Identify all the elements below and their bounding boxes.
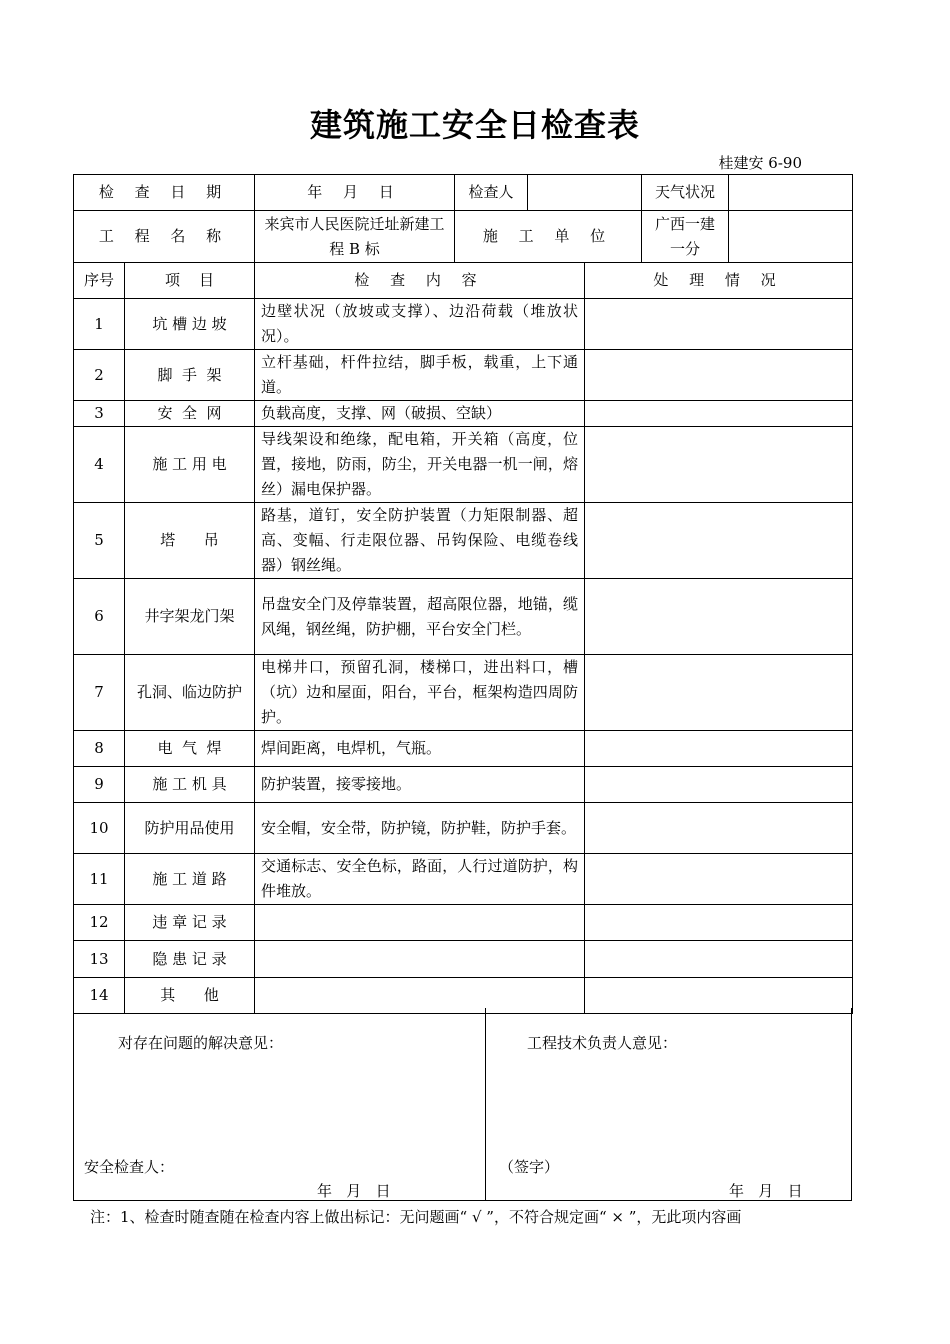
row-no: 13 bbox=[74, 941, 125, 978]
row-handling[interactable] bbox=[585, 854, 853, 905]
row-handling[interactable] bbox=[585, 427, 853, 503]
row-handling[interactable] bbox=[585, 941, 853, 978]
table-row bbox=[74, 299, 853, 350]
row-no: 9 bbox=[74, 767, 125, 803]
form-code: 桂建安 6-90 bbox=[718, 154, 802, 172]
row-no: 4 bbox=[74, 427, 125, 503]
row-item: 施 工 用 电 bbox=[125, 427, 255, 503]
row-content: 电梯井口，预留孔洞，楼梯口，进出料口，槽（坑）边和屋面，阳台，平台，框架构造四周防护。 bbox=[255, 655, 585, 731]
row-item: 脚 手 架 bbox=[125, 350, 255, 401]
project-value[interactable]: 来宾市人民医院迁址新建工程 B 标 bbox=[255, 211, 455, 263]
row-content: 安全帽，安全带，防护镜，防护鞋，防护手套。 bbox=[255, 803, 585, 854]
row-no: 12 bbox=[74, 905, 125, 941]
table-row bbox=[74, 905, 853, 941]
contractor-value[interactable]: 广西一建一分 bbox=[642, 211, 729, 263]
right-date[interactable]: 年 月 日 bbox=[729, 1182, 803, 1200]
row-item: 电 气 焊 bbox=[125, 731, 255, 767]
row-content: 焊间距离，电焊机，气瓶。 bbox=[255, 731, 585, 767]
row-handling[interactable] bbox=[585, 350, 853, 401]
column-header-row bbox=[74, 263, 853, 299]
left-date[interactable]: 年 月 日 bbox=[317, 1182, 391, 1200]
inspector-value[interactable] bbox=[528, 175, 642, 211]
table-row bbox=[74, 427, 853, 503]
contractor-extra[interactable] bbox=[729, 211, 853, 263]
row-item: 安 全 网 bbox=[125, 401, 255, 427]
col-item: 项 目 bbox=[125, 263, 255, 299]
section-divider bbox=[485, 1008, 486, 1200]
inspector-label: 检查人 bbox=[455, 175, 528, 211]
row-content: 立杆基础，杆件拉结，脚手板，载重，上下通道。 bbox=[255, 350, 585, 401]
row-no: 14 bbox=[74, 978, 125, 1014]
signature-label[interactable]: （签字） bbox=[499, 1158, 560, 1176]
table-row bbox=[74, 731, 853, 767]
engineer-opinion-label: 工程技术负责人意见： bbox=[527, 1034, 678, 1052]
table-row bbox=[74, 941, 853, 978]
row-content: 吊盘安全门及停靠装置，超高限位器，地锚，缆风绳，钢丝绳，防护棚，平台安全门栏。 bbox=[255, 579, 585, 655]
weather-value[interactable] bbox=[729, 175, 853, 211]
table-row bbox=[74, 350, 853, 401]
col-content: 检 查 内 容 bbox=[255, 263, 585, 299]
solution-label: 对存在问题的解决意见： bbox=[118, 1034, 284, 1052]
date-row bbox=[74, 175, 853, 211]
row-content[interactable] bbox=[255, 905, 585, 941]
table-row bbox=[74, 655, 853, 731]
row-content: 负载高度，支撑、网（破损、空缺） bbox=[255, 401, 585, 427]
date-value[interactable]: 年 月 日 bbox=[255, 175, 455, 211]
row-no: 2 bbox=[74, 350, 125, 401]
row-item: 隐 患 记 录 bbox=[125, 941, 255, 978]
row-content: 边壁状况（放坡或支撑）、边沿荷载（堆放状况）。 bbox=[255, 299, 585, 350]
row-handling[interactable] bbox=[585, 503, 853, 579]
row-content: 导线架设和绝缘，配电箱，开关箱（高度，位置，接地，防雨，防尘，开关电器一机一闸，熔丝）漏电保护器。 bbox=[255, 427, 585, 503]
row-handling[interactable] bbox=[585, 401, 853, 427]
row-item: 其 他 bbox=[125, 978, 255, 1014]
opinion-section bbox=[73, 1008, 852, 1201]
row-item: 坑 槽 边 坡 bbox=[125, 299, 255, 350]
page-title: 建筑施工安全日检查表 bbox=[309, 106, 640, 144]
project-label: 工 程 名 称 bbox=[74, 211, 255, 263]
row-no: 7 bbox=[74, 655, 125, 731]
table-row bbox=[74, 803, 853, 854]
col-handling: 处 理 情 况 bbox=[585, 263, 853, 299]
row-handling[interactable] bbox=[585, 767, 853, 803]
row-content: 路基，道钉，安全防护装置（力矩限制器、超高、变幅、行走限位器、吊钩保险、电缆卷线器）钢丝绳。 bbox=[255, 503, 585, 579]
table-row bbox=[74, 401, 853, 427]
row-no: 10 bbox=[74, 803, 125, 854]
table-row bbox=[74, 579, 853, 655]
row-item: 防护用品使用 bbox=[125, 803, 255, 854]
row-no: 11 bbox=[74, 854, 125, 905]
table-row bbox=[74, 854, 853, 905]
row-item: 施 工 机 具 bbox=[125, 767, 255, 803]
col-no: 序号 bbox=[74, 263, 125, 299]
row-content[interactable] bbox=[255, 941, 585, 978]
safety-inspector-label[interactable]: 安全检查人： bbox=[84, 1158, 175, 1176]
weather-label: 天气状况 bbox=[642, 175, 729, 211]
row-no: 1 bbox=[74, 299, 125, 350]
row-no: 6 bbox=[74, 579, 125, 655]
row-handling[interactable] bbox=[585, 731, 853, 767]
inspection-table bbox=[73, 174, 853, 1014]
row-handling[interactable] bbox=[585, 905, 853, 941]
row-handling[interactable] bbox=[585, 299, 853, 350]
row-item: 孔洞、临边防护 bbox=[125, 655, 255, 731]
table-row bbox=[74, 767, 853, 803]
footnote: 注：1、检查时随查随在检查内容上做出标记：无问题画“ √ ”，不符合规定画“ × ”，无此项内容画 bbox=[90, 1208, 742, 1226]
project-row bbox=[74, 211, 853, 263]
row-no: 5 bbox=[74, 503, 125, 579]
date-label: 检 查 日 期 bbox=[74, 175, 255, 211]
row-no: 8 bbox=[74, 731, 125, 767]
row-content: 交通标志、安全色标，路面，人行过道防护，构件堆放。 bbox=[255, 854, 585, 905]
row-handling[interactable] bbox=[585, 655, 853, 731]
row-handling[interactable] bbox=[585, 579, 853, 655]
row-item: 施 工 道 路 bbox=[125, 854, 255, 905]
row-item: 塔 吊 bbox=[125, 503, 255, 579]
row-item: 井字架龙门架 bbox=[125, 579, 255, 655]
row-item: 违 章 记 录 bbox=[125, 905, 255, 941]
row-no: 3 bbox=[74, 401, 125, 427]
row-handling[interactable] bbox=[585, 803, 853, 854]
contractor-label: 施 工 单 位 bbox=[455, 211, 642, 263]
table-row bbox=[74, 503, 853, 579]
row-content: 防护装置，接零接地。 bbox=[255, 767, 585, 803]
